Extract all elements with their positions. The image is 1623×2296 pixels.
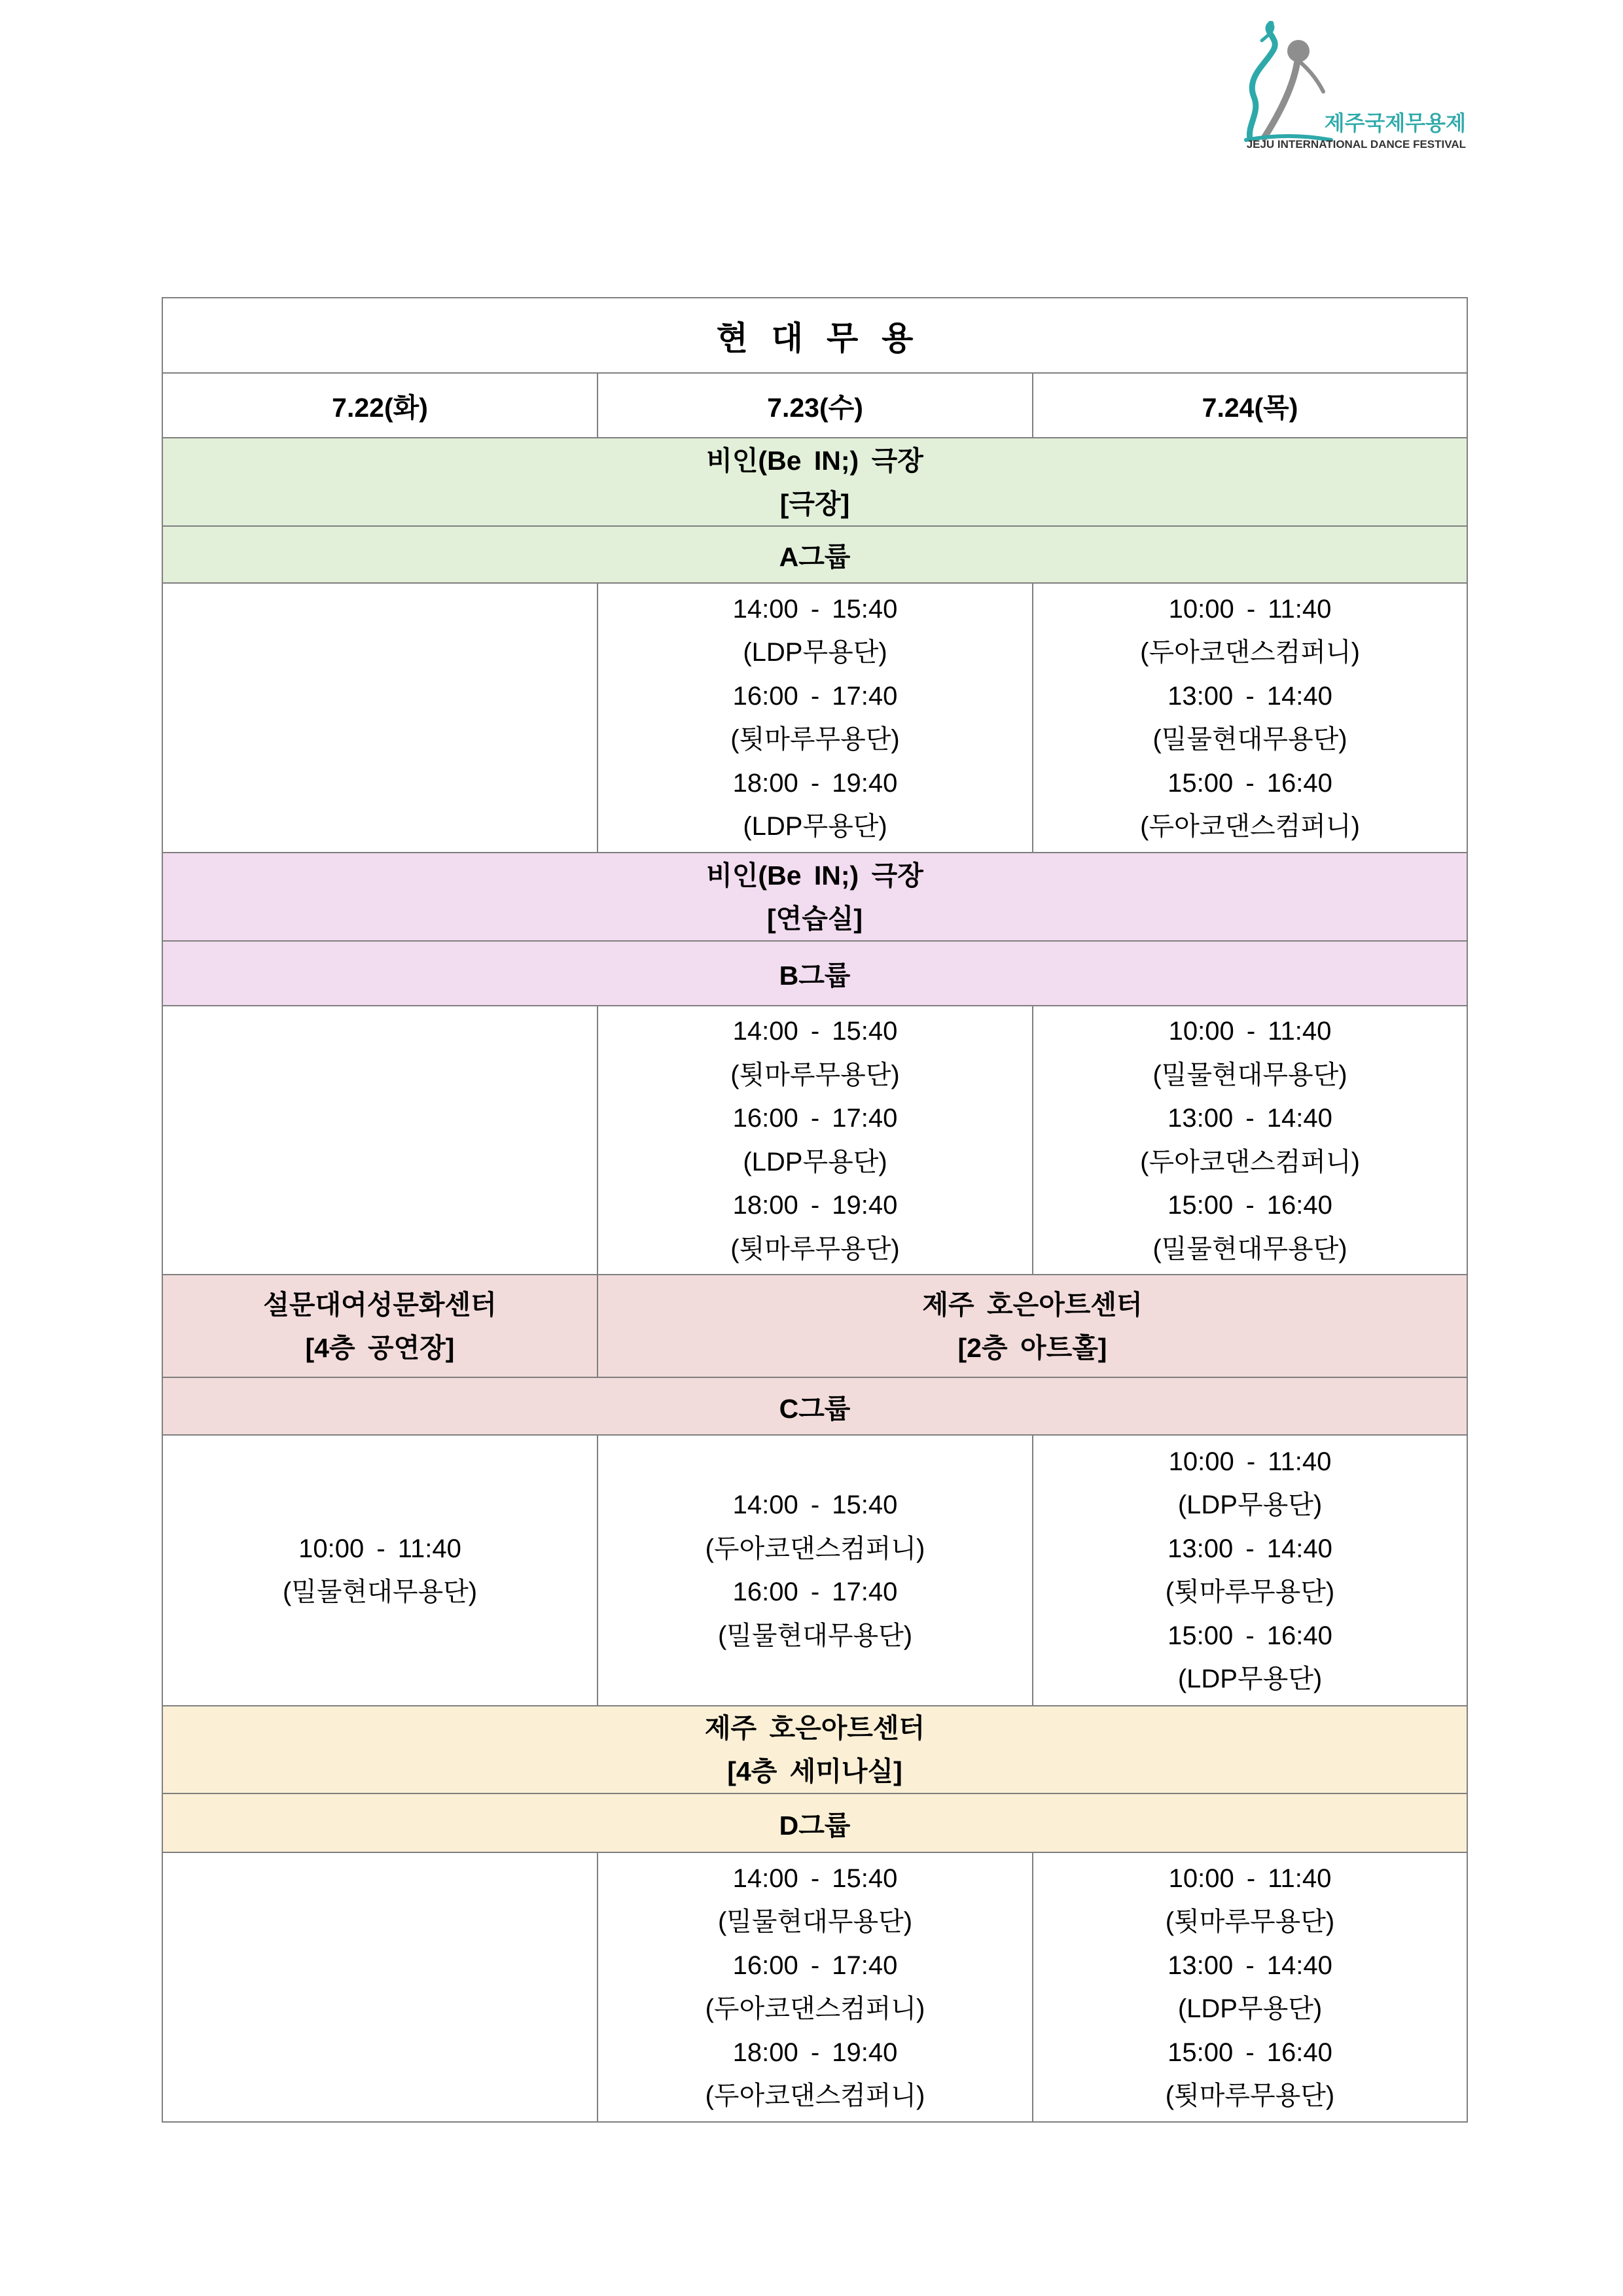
venue-room: [4층 세미나실]: [727, 1756, 902, 1786]
schedule-cell: [597, 583, 1033, 853]
schedule-cell: [1033, 1852, 1467, 2122]
venue-cell: [162, 853, 1467, 941]
performance-slot: [1033, 762, 1467, 849]
schedule-row: [162, 1435, 1467, 1706]
performance-time: 13:00 - 14:40: [1168, 1951, 1332, 1980]
performance-company: (밀물현대무용단): [717, 1907, 913, 1936]
schedule-cell: [1033, 1006, 1467, 1275]
venue-name: 설문대여성문화센터: [263, 1289, 497, 1320]
performance-time: 18:00 - 19:40: [732, 2038, 898, 2067]
venue-name: 비인(Be IN;) 극장: [706, 860, 923, 891]
schedule-cell: [597, 1435, 1033, 1706]
performance-company: (툇마루무용단): [1165, 1907, 1335, 1936]
performance-time: 13:00 - 14:40: [1168, 681, 1332, 711]
performance-time: 10:00 - 11:40: [1168, 1017, 1332, 1046]
group-label: C그룹: [162, 1377, 1467, 1435]
performance-time: 16:00 - 17:40: [732, 1578, 898, 1606]
table-title: 현 대 무 용: [162, 298, 1467, 373]
performance-time: 18:00 - 19:40: [732, 768, 898, 798]
venue-room: [4층 공연장]: [305, 1332, 455, 1363]
performance-time: 16:00 - 17:40: [732, 681, 898, 711]
performance-company: (두아코댄스컴퍼니): [1140, 638, 1360, 667]
schedule-cell: [162, 1852, 597, 2122]
schedule-cell: [597, 1006, 1033, 1275]
performance-time: 15:00 - 16:40: [1168, 1191, 1332, 1220]
schedule-table: [162, 297, 1468, 2123]
performance-time: 15:00 - 16:40: [1168, 2038, 1332, 2067]
performance-slot: [1033, 1614, 1467, 1701]
venue-cell: [162, 1275, 597, 1377]
venue-room: [2층 아트홀]: [957, 1332, 1107, 1363]
date-header-row: [162, 373, 1467, 438]
schedule-cell: [162, 1435, 597, 1706]
group-row: [162, 526, 1467, 583]
date-header: 7.23(수): [597, 373, 1033, 438]
performance-slot: [598, 1944, 1032, 2031]
performance-time: 13:00 - 14:40: [1168, 1534, 1332, 1563]
performance-time: 10:00 - 11:40: [298, 1534, 461, 1563]
group-label: D그룹: [162, 1793, 1467, 1852]
venue-name: 비인(Be IN;) 극장: [706, 445, 923, 476]
performance-company: (두아코댄스컴퍼니): [1140, 812, 1360, 841]
schedule-row: [162, 1852, 1467, 2122]
venue-row: [162, 1706, 1467, 1793]
performance-company: (툇마루무용단): [730, 1060, 900, 1089]
performance-time: 18:00 - 19:40: [732, 1191, 898, 1220]
performance-company: (툇마루무용단): [1165, 2081, 1335, 2110]
venue-room: [극장]: [779, 488, 850, 519]
venue-row: [162, 438, 1467, 526]
performance-company: (LDP무용단): [743, 638, 887, 667]
festival-logo: [1217, 18, 1469, 156]
performance-company: (두아코댄스컴퍼니): [1140, 1147, 1360, 1176]
schedule-row: [162, 583, 1467, 853]
title-row: [162, 298, 1467, 373]
performance-company: (LDP무용단): [1177, 1994, 1323, 2023]
performance-slot: [598, 588, 1032, 675]
performance-slot: [598, 2031, 1032, 2118]
performance-slot: [598, 1483, 1032, 1570]
performance-time: 14:00 - 15:40: [732, 1863, 898, 1893]
venue-room: [연습실]: [766, 903, 863, 934]
group-row: [162, 1793, 1467, 1852]
group-label: B그룹: [162, 941, 1467, 1006]
performance-slot: [1033, 675, 1467, 762]
performance-company: (LDP무용단): [743, 812, 887, 841]
performance-time: 10:00 - 11:40: [1168, 1863, 1332, 1893]
performance-company: (두아코댄스컴퍼니): [705, 2081, 925, 2110]
performance-time: 10:00 - 11:40: [1168, 594, 1332, 624]
performance-slot: [598, 1010, 1032, 1097]
performance-slot: [1033, 1944, 1467, 2031]
performance-slot: [163, 1527, 597, 1614]
performance-slot: [1033, 1184, 1467, 1271]
logo-title-english: JEJU INTERNATIONAL DANCE FESTIVAL: [1246, 138, 1466, 150]
venue-cell: [162, 1706, 1467, 1793]
performance-time: 15:00 - 16:40: [1168, 1621, 1332, 1650]
performance-slot: [598, 1097, 1032, 1184]
performance-company: (툇마루무용단): [730, 725, 900, 754]
performance-time: 14:00 - 15:40: [732, 594, 898, 624]
venue-cell: [162, 438, 1467, 526]
group-row: [162, 1377, 1467, 1435]
dancer-logo-icon: [1242, 21, 1334, 145]
performance-slot: [1033, 1097, 1467, 1184]
performance-slot: [598, 1857, 1032, 1944]
performance-company: (두아코댄스컴퍼니): [705, 1534, 925, 1563]
performance-slot: [1033, 1440, 1467, 1527]
performance-company: (밀물현대무용단): [717, 1621, 913, 1650]
venue-row: [162, 1275, 1467, 1377]
performance-company: (밀물현대무용단): [282, 1578, 478, 1606]
performance-time: 14:00 - 15:40: [732, 1491, 898, 1519]
performance-slot: [1033, 1010, 1467, 1097]
logo-title-korean: 제주국제무용제: [1324, 111, 1466, 135]
performance-slot: [598, 1184, 1032, 1271]
performance-slot: [598, 1570, 1032, 1657]
performance-time: 15:00 - 16:40: [1168, 768, 1332, 798]
performance-company: (밀물현대무용단): [1152, 1060, 1347, 1089]
performance-company: (LDP무용단): [1177, 1665, 1323, 1693]
venue-name: 제주 호은아트센터: [922, 1289, 1143, 1320]
performance-slot: [598, 675, 1032, 762]
performance-slot: [598, 762, 1032, 849]
performance-company: (툇마루무용단): [730, 1234, 900, 1263]
performance-time: 16:00 - 17:40: [732, 1104, 898, 1133]
performance-company: (LDP무용단): [743, 1147, 887, 1176]
schedule-cell: [597, 1852, 1033, 2122]
group-label: A그룹: [162, 526, 1467, 583]
performance-company: (툇마루무용단): [1165, 1578, 1335, 1606]
performance-time: 13:00 - 14:40: [1168, 1104, 1332, 1133]
performance-time: 16:00 - 17:40: [732, 1951, 898, 1980]
venue-cell: [597, 1275, 1467, 1377]
schedule-cell: [162, 583, 597, 853]
date-header: 7.22(화): [162, 373, 597, 438]
schedule-row: [162, 1006, 1467, 1275]
performance-time: 14:00 - 15:40: [732, 1017, 898, 1046]
performance-company: (두아코댄스컴퍼니): [705, 1994, 925, 2023]
performance-company: (밀물현대무용단): [1152, 1234, 1347, 1263]
performance-slot: [1033, 588, 1467, 675]
schedule-cell: [1033, 583, 1467, 853]
performance-time: 10:00 - 11:40: [1168, 1447, 1332, 1476]
schedule-cell: [1033, 1435, 1467, 1706]
performance-company: (밀물현대무용단): [1152, 725, 1347, 754]
venue-name: 제주 호은아트센터: [704, 1713, 925, 1743]
venue-row: [162, 853, 1467, 941]
performance-slot: [1033, 1527, 1467, 1614]
schedule-cell: [162, 1006, 597, 1275]
group-row: [162, 941, 1467, 1006]
date-header: 7.24(목): [1033, 373, 1467, 438]
performance-slot: [1033, 2031, 1467, 2118]
performance-company: (LDP무용단): [1177, 1491, 1323, 1519]
performance-slot: [1033, 1857, 1467, 1944]
